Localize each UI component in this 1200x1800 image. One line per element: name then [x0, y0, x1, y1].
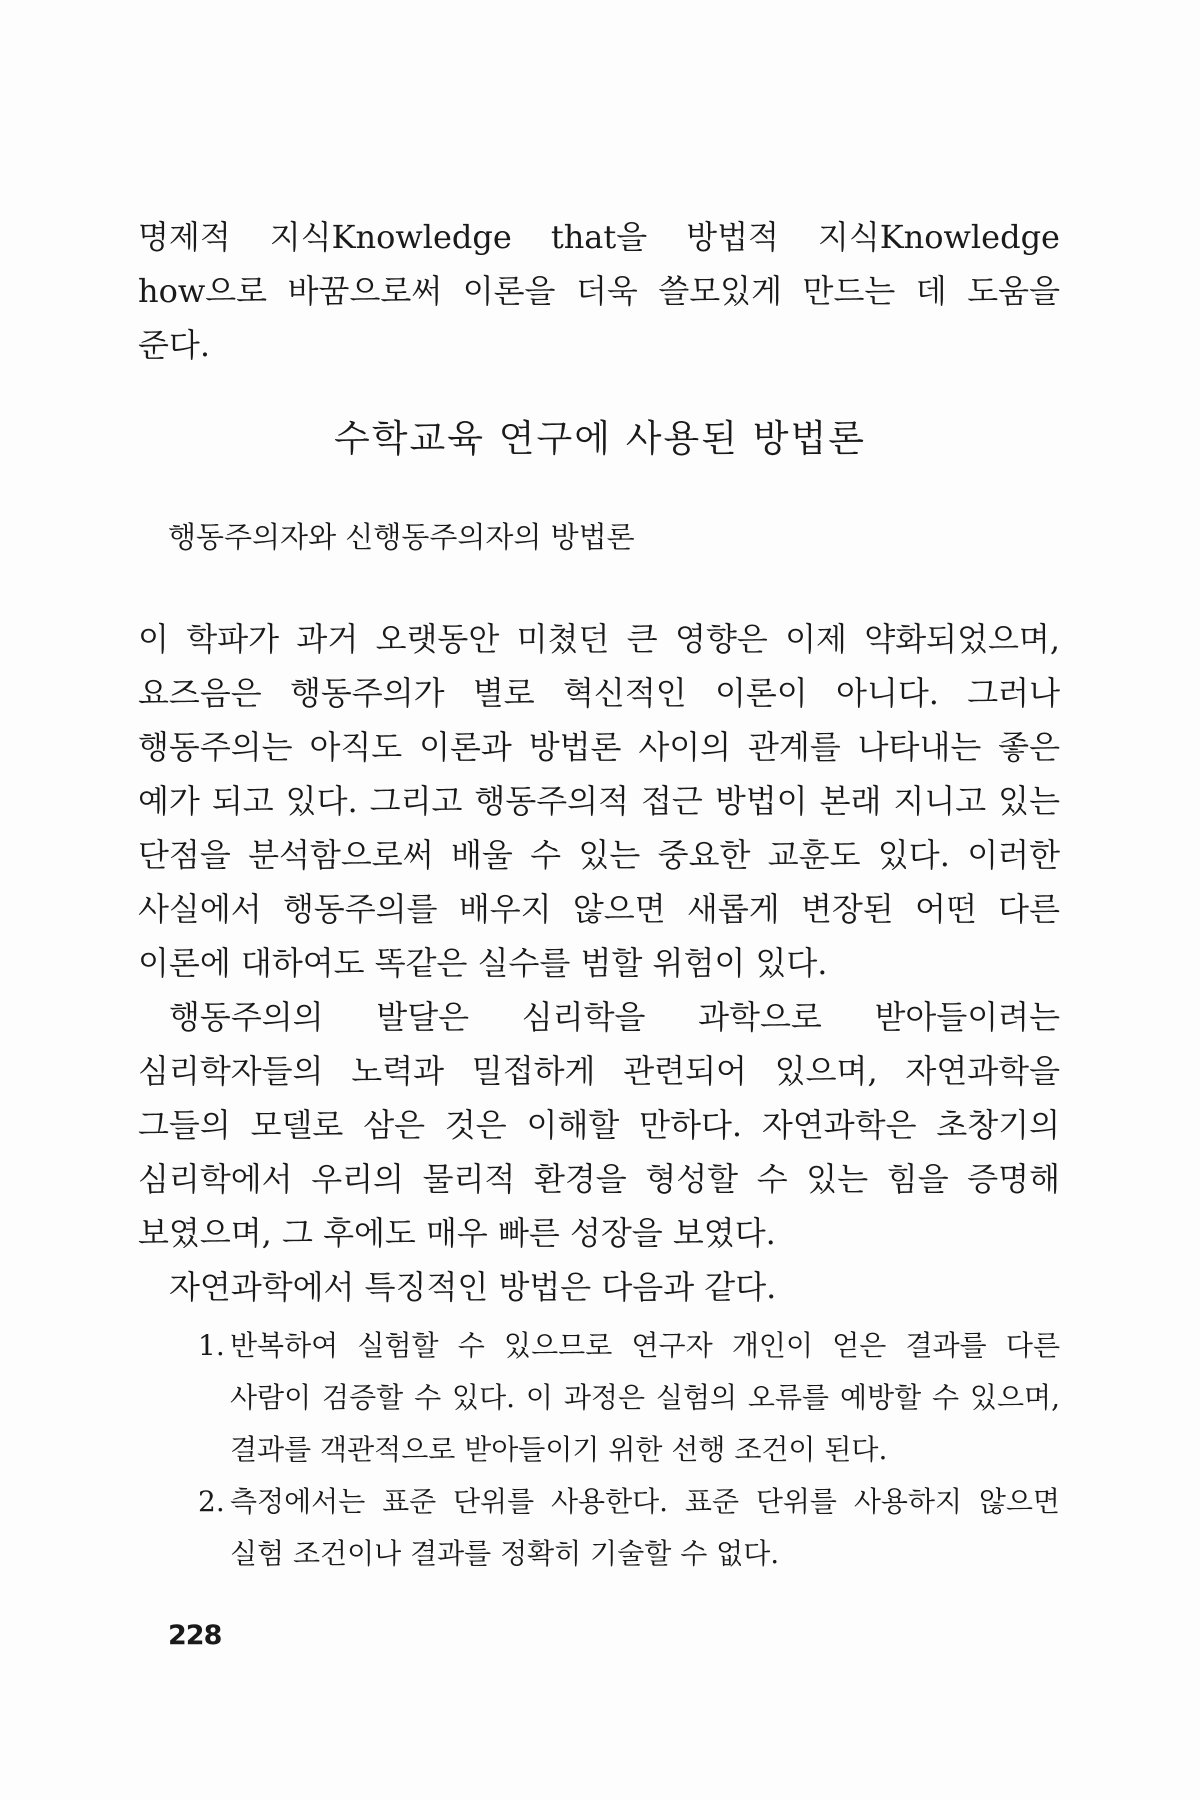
list-item-number: 1.: [198, 1329, 225, 1362]
numbered-list: [198, 1320, 1060, 1580]
body-text: [138, 612, 1060, 1314]
subsection-title: 행동주의자와 신행동주의자의 방법론: [168, 520, 635, 554]
body-paragraph-3: 자연과학에서 특징적인 방법은 다음과 같다.: [169, 1268, 777, 1306]
list-item-text: 반복하여 실험할 수 있으므로 연구자 개인이 얻은 결과를 다른 사람이 검증할 수 있다. 이 과정은 실험의 오류를 예방할 수 있으며, 결과를 객관적으로 받아들이기 위한 선행 조건이 된다.: [230, 1329, 1060, 1466]
list-item: [198, 1320, 1060, 1476]
list-item-number: 2.: [198, 1485, 225, 1518]
intro-block: [138, 210, 1060, 372]
body-paragraph-1: 이 학파가 과거 오랫동안 미쳤던 큰 영향은 이제 약화되었으며, 요즈음은 행동주의가 별로 혁신적인 이론이 아니다. 그러나 행동주의는 아직도 이론과 방법론 사이의 관계를 나타내는 좋은 예가 되고 있다. 그리고 행동주의적 접근 방법이 본래 지니고 있는 단점을 분석함으로써 배울 수 있는 중요한 교훈도 있다. 이러한 사실에서 행동주의를 배우지 않으면 새롭게 변장된 어떤 다른 이론에 대하여도 똑같은 실수를 범할 위험이 있다.: [138, 620, 1060, 982]
intro-paragraph: 명제적 지식Knowledge that을 방법적 지식Knowledge how으로 바꿈으로써 이론을 더욱 쓸모있게 만드는 데 도움을 준다.: [138, 218, 1060, 364]
page-number: 228: [168, 1620, 222, 1651]
list-item: [198, 1476, 1060, 1580]
list-item-text: 측정에서는 표준 단위를 사용한다. 표준 단위를 사용하지 않으면 실험 조건이나 결과를 정확히 기술할 수 없다.: [230, 1485, 1060, 1570]
body-paragraph-2: 행동주의의 발달은 심리학을 과학으로 받아들이려는 심리학자들의 노력과 밀접하게 관련되어 있으며, 자연과학을 그들의 모델로 삼은 것은 이해할 만하다. 자연과학은 초창기의 심리학에서 우리의 물리적 환경을 형성할 수 있는 힘을 증명해 보였으며, 그 후에도 매우 빠른 성장을 보였다.: [138, 998, 1060, 1252]
section-title: 수학교육 연구에 사용된 방법론: [334, 417, 866, 460]
